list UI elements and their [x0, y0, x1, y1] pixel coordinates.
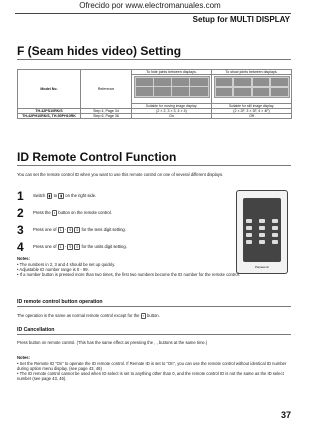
step-number: 1 — [17, 189, 24, 203]
step-number: 3 — [17, 223, 24, 237]
notes-list — [17, 262, 291, 277]
step-label: for the tens digit setting. — [81, 227, 126, 232]
cancel-text: Press button on remote control. (This has the same effect as pressing the , , buttons at the same time.) — [17, 340, 208, 345]
table-row-ref: Step 6, Page 36 — [81, 114, 132, 119]
note-item: • The ID remote control cannot be used when ID select is set to anything other than 0, and the remote control ID is not the same as the ID select number (see page 43, 46). — [17, 371, 284, 381]
switch-icon: ▮ — [48, 194, 51, 198]
switch-icon: ▮ — [60, 194, 63, 198]
hide-joints-illustration — [132, 75, 212, 104]
step-text — [33, 244, 127, 250]
key-9-icon: 9 — [69, 228, 72, 232]
step-label: to — [53, 193, 58, 198]
note-item: • The numbers in 2, 3 and 4 should be set up quickly. — [17, 262, 116, 267]
header-rule — [15, 13, 291, 14]
section-title-seam: F (Seam hides video) Setting — [17, 44, 182, 58]
table-row-model: TH-42PH10RK/S, TH-50PH10RK — [18, 114, 81, 119]
header-model: Model No. — [18, 70, 81, 109]
set-button-icon: ▪ — [142, 314, 144, 318]
watermark: Ofrecido por www.electromanuales.com — [79, 1, 221, 10]
step-label: Switch — [33, 193, 46, 198]
page-number: 37 — [280, 410, 291, 420]
page-header-title: Setup for MULTI DISPLAY — [192, 15, 290, 24]
step-text — [33, 210, 112, 216]
notes2-list — [17, 361, 291, 381]
seam-settings-table — [17, 69, 292, 119]
section-divider — [17, 334, 291, 335]
note-item: • Adjustable ID number range is 0 - 99. — [17, 267, 89, 272]
step-label: - — [64, 227, 67, 232]
table-row-hide: (2 × 2, 3 × 3, 4 × 4) — [132, 109, 212, 114]
section-title-id-remote: ID Remote Control Function — [17, 150, 177, 164]
key-0-icon: 0 — [76, 245, 79, 249]
section-divider — [17, 59, 291, 60]
caption-still: Suitable for still image display. — [212, 104, 292, 109]
key-1-icon: 1 — [59, 245, 62, 249]
step-number: 2 — [17, 206, 24, 220]
header-hide-joints: To hide joints between displays. — [132, 70, 212, 75]
notes-title: Notes: — [17, 256, 31, 261]
section-divider — [17, 306, 291, 307]
section-divider — [17, 165, 291, 166]
step-label: on the right side. — [65, 193, 97, 198]
operation-title: ID remote control button operation — [17, 299, 103, 305]
step-label: for the units digit setting. — [81, 244, 127, 249]
step-number: 4 — [17, 240, 24, 254]
operation-text: The operation is the same as normal remote control except for the ▪ button. — [17, 313, 160, 318]
table-row-ref: Step 4, Page 34 — [81, 109, 132, 114]
note-item: • Set the Remote ID “On” to operate the ID remote control. If Remote ID is set to “On”, you can use the remote control without identical ID number during option menu display. (see page 43, 46) — [17, 361, 287, 371]
key-1-icon: 1 — [59, 228, 62, 232]
step-label: Press one of — [33, 244, 57, 249]
table-row-model: TH-42PS10RK/S — [18, 109, 81, 114]
intro-text: You can set the remote control ID when you want to use this remote control on one of several different displays. — [17, 172, 224, 177]
remote-body — [243, 198, 281, 262]
step-text — [33, 227, 126, 233]
cancel-title: ID Cancellation — [17, 327, 55, 333]
note-item: • If a number button is pressed more than two times, the first two numbers become the ID number for the remote control. — [17, 272, 240, 277]
table-row-show: (2 × 2F, 3 × 3F, 4 × 4F) — [212, 109, 292, 114]
step-text — [33, 193, 96, 199]
caption-moving: Suitable for moving image display. — [132, 104, 212, 109]
header-reference: Reference — [81, 70, 132, 109]
step-label: - — [64, 244, 67, 249]
step-label: Press the — [33, 210, 51, 215]
key-9-icon: 9 — [69, 245, 72, 249]
table-row-show: Off — [212, 114, 292, 119]
key-0-icon: 0 — [76, 228, 79, 232]
set-button-icon: ▪ — [53, 211, 56, 215]
step-label: button on the remote control. — [58, 210, 112, 215]
notes2-title: Notes: — [17, 355, 31, 360]
step-label: Press one of — [33, 227, 57, 232]
show-joints-illustration — [212, 75, 292, 104]
header-show-joints: To show joints between displays. — [212, 70, 292, 75]
remote-brand-logo: Panasonic — [254, 265, 269, 269]
table-row-hide: On — [132, 114, 212, 119]
